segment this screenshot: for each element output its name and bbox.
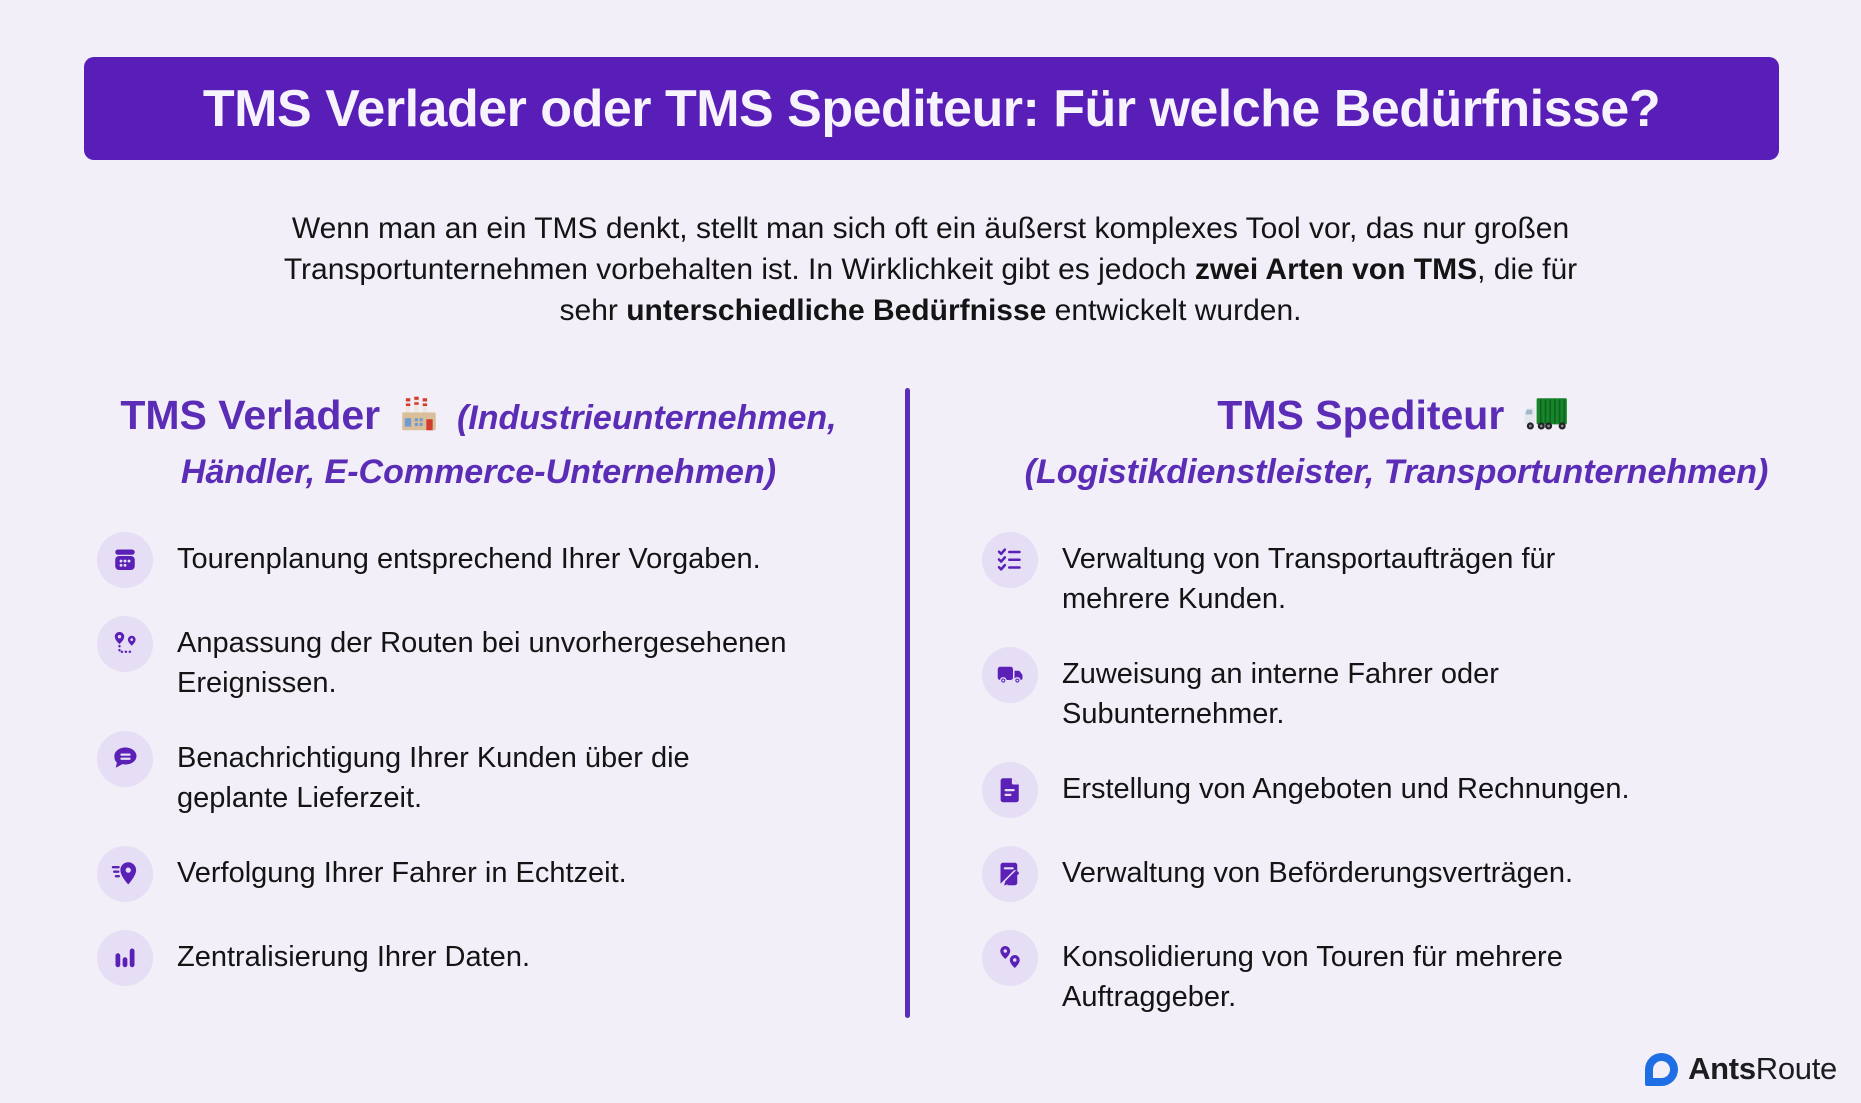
verlader-title: TMS Verlader — [120, 392, 381, 438]
chat-bubble-icon — [97, 731, 153, 787]
list-item-text: Konsolidierung von Touren für mehrere Auftraggeber. — [1062, 941, 1563, 1014]
list-item-text: Zentralisierung Ihrer Daten. — [177, 941, 530, 974]
list-item-text: Tourenplanung entsprechend Ihrer Vorgaben. — [177, 543, 761, 576]
verlader-heading — [62, 388, 895, 496]
checklist-icon — [982, 532, 1038, 588]
contract-pen-icon — [982, 846, 1038, 902]
intro-bold-1: zwei Arten von TMS — [1194, 253, 1478, 286]
brand-name-bold: Ants — [1688, 1051, 1756, 1086]
intro-text-1: Wenn man an ein TMS denkt, stellt man sich oft ein äußerst komplexes Tool vor, das nur großen Transportunternehmen vorbehalten ist. In Wirklichkeit gibt es jedoch — [283, 212, 1570, 286]
list-item — [982, 647, 1811, 734]
spediteur-subtitle: (Logistikdienstleister, Transportunternehmen) — [1024, 453, 1769, 492]
tracking-pin-icon — [97, 846, 153, 902]
truck-icon — [982, 647, 1038, 703]
brand-name — [1688, 1051, 1837, 1087]
title-banner — [84, 57, 1779, 160]
map-pins-icon — [982, 930, 1038, 986]
brand-footer — [1645, 1051, 1837, 1087]
list-item — [982, 846, 1811, 902]
list-item — [97, 846, 895, 902]
list-item-text: Verwaltung von Beförderungsverträgen. — [1062, 857, 1574, 890]
spediteur-items — [982, 532, 1811, 1017]
factory-emoji — [398, 393, 440, 435]
intro-bold-2: unterschiedliche Bedürfnisse — [626, 294, 1047, 327]
spediteur-heading — [982, 388, 1811, 496]
bar-chart-icon — [97, 930, 153, 986]
truck-emoji — [1522, 395, 1570, 435]
invoice-icon — [982, 762, 1038, 818]
verlader-subtitle: (Industrieunternehmen, Händler, E-Commerce-Unternehmen) — [180, 399, 837, 492]
spediteur-title: TMS Spediteur — [1217, 392, 1505, 438]
verlader-items — [97, 532, 895, 986]
antsroute-logo-icon — [1645, 1053, 1678, 1086]
intro-text-2: , die für sehr — [559, 253, 1578, 327]
list-item — [97, 616, 895, 703]
list-item-text: Benachrichtigung Ihrer Kunden über die geplante Lieferzeit. — [177, 742, 690, 815]
list-item — [982, 762, 1811, 818]
list-item-text: Verfolgung Ihrer Fahrer in Echtzeit. — [177, 857, 627, 890]
brand-name-regular: Route — [1755, 1051, 1837, 1086]
calendar-icon — [97, 532, 153, 588]
route-icon — [97, 616, 153, 672]
list-item-text: Verwaltung von Transportaufträgen für mehrere Kunden. — [1062, 543, 1556, 616]
intro-text-3: entwickelt wurden. — [1046, 294, 1302, 327]
column-verlader — [0, 388, 905, 1018]
list-item-text: Zuweisung an interne Fahrer oder Subunternehmer. — [1062, 658, 1499, 731]
list-item-text: Erstellung von Angeboten und Rechnungen. — [1062, 773, 1630, 806]
column-spediteur — [910, 388, 1861, 1018]
list-item — [982, 930, 1811, 1017]
list-item — [97, 731, 895, 818]
page-title: TMS Verlader oder TMS Spediteur: Für welche Bedürfnisse? — [202, 79, 1661, 138]
list-item — [97, 532, 895, 588]
list-item-text: Anpassung der Routen bei unvorhergesehenen Ereignissen. — [177, 627, 787, 700]
list-item — [97, 930, 895, 986]
list-item — [982, 532, 1811, 619]
comparison-columns — [0, 388, 1861, 1018]
intro-paragraph — [256, 208, 1606, 331]
